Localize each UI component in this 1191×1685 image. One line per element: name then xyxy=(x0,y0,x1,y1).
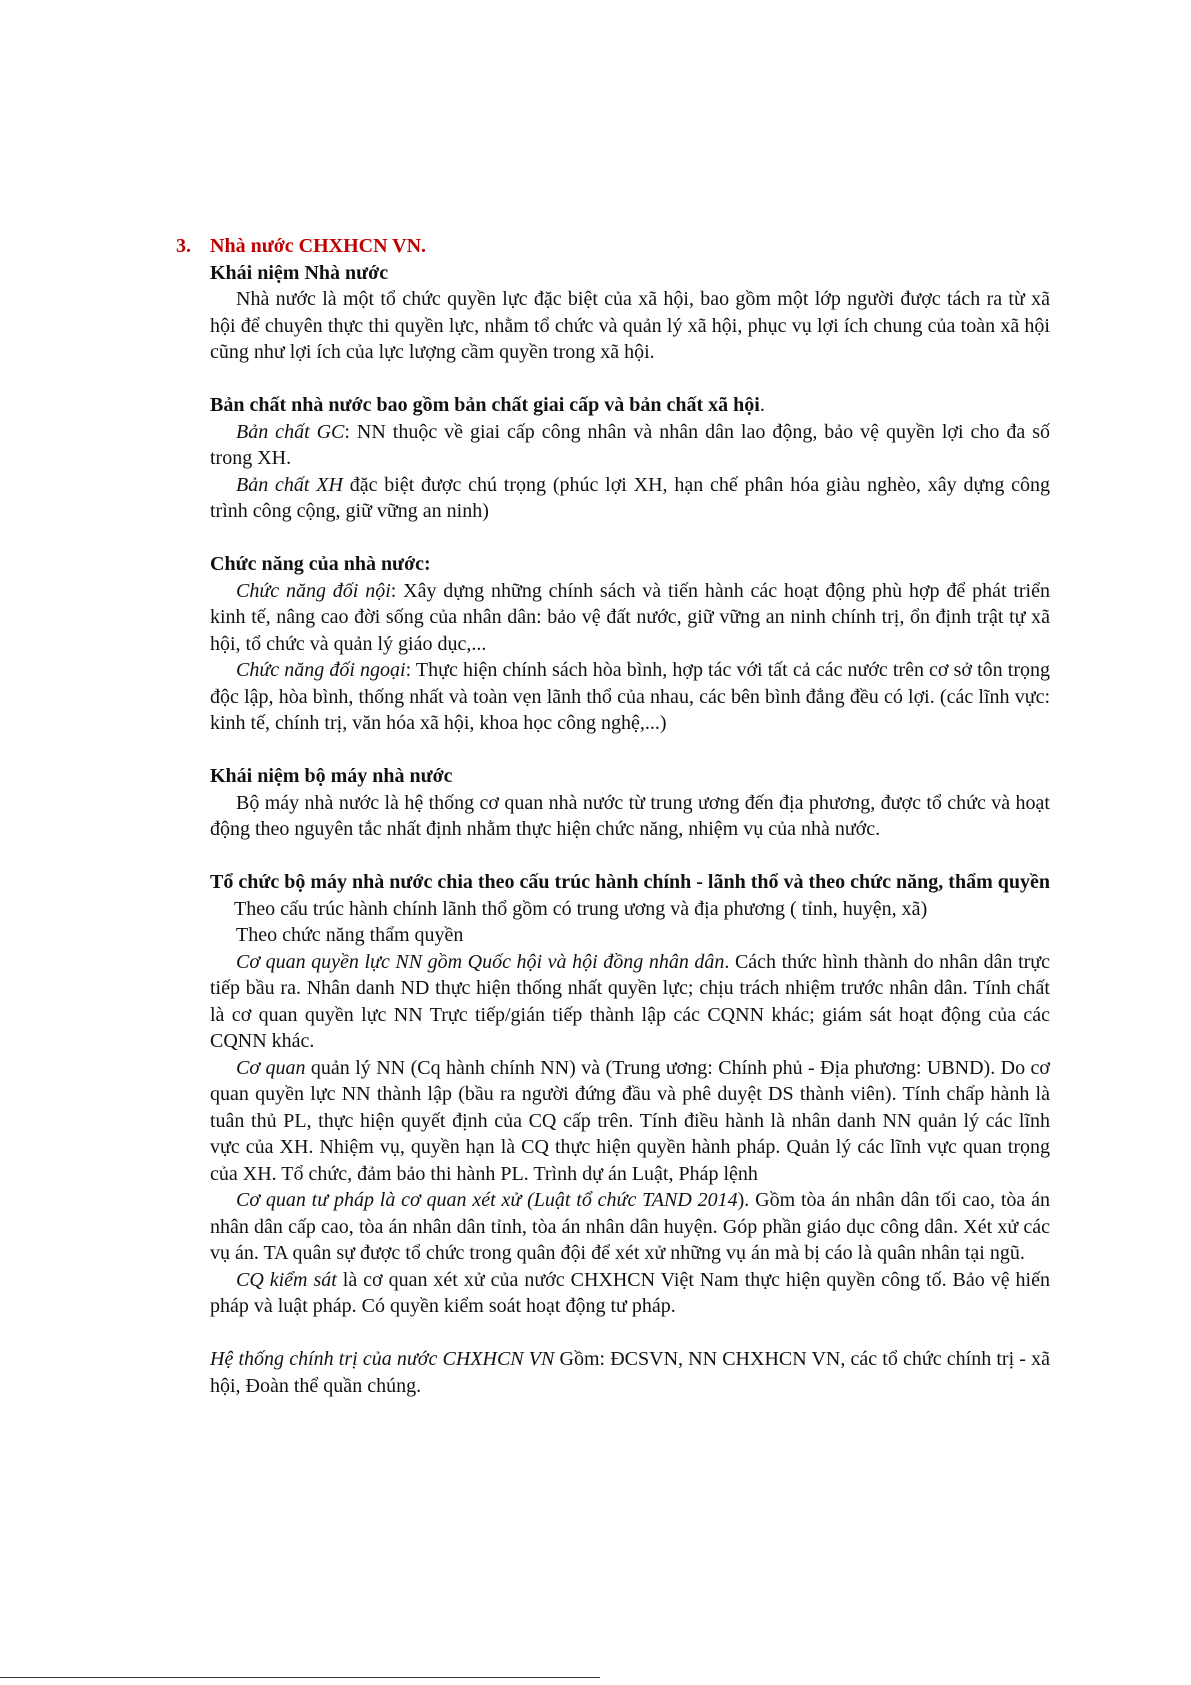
he-thong-text: Gồm: ĐCSVN, NN CHXHCN VN, các tổ chức chính trị - xã hội, Đoàn thể quần chúng. xyxy=(210,1348,1050,1397)
quyen-luc-text: . Cách thức hình thành do nhân dân trực tiếp bầu ra. Nhân danh ND thực hiện thống nhất quyền lực; chịu trách nhiệm trước nhân dân. Tính chất là cơ quan quyền lực NN Trực tiếp/gián tiếp thành lập các CQNN khác; giám sát hoạt động của các CQNN khác. xyxy=(210,950,1050,1052)
ban-chat-gc-paragraph xyxy=(210,419,1050,472)
to-chuc-heading: Tổ chức bộ máy nhà nước chia theo cấu trúc hành chính - lãnh thổ và theo chức năng, thẩm quyền xyxy=(210,871,1050,893)
footnote-divider xyxy=(0,1677,600,1678)
doi-ngoai-paragraph xyxy=(210,657,1050,737)
doi-ngoai-text: : Thực hiện chính sách hòa bình, hợp tác với tất cả các nước trên cơ sở tôn trọng độc lập, hòa bình, thống nhất và toàn vẹn lãnh thổ của nhau, các bên bình đẳng đều có lợi. (các lĩnh vực: kinh tế, chính trị, văn hóa xã hội, khoa học công nghệ,...) xyxy=(210,659,1050,734)
kiem-sat-label: CQ kiểm sát xyxy=(236,1268,337,1291)
doi-noi-paragraph xyxy=(210,578,1050,658)
he-thong-label: Hệ thống chính trị của nước CHXHCN VN xyxy=(210,1348,555,1370)
khai-niem-paragraph: Nhà nước là một tổ chức quyền lực đặc biệt của xã hội, bao gồm một lớp người được tách ra từ xã hội để chuyên thực thi quyền lực, nhằm tổ chức và quản lý xã hội, phục vụ lợi ích chung của toàn xã hội cũng như lợi ích của lực lượng cầm quyền trong xã hội. xyxy=(210,288,1050,363)
doi-noi-text: : Xây dựng những chính sách và tiến hành các hoạt động phù hợp để phát triển kinh tế, nâng cao đời sống của nhân dân: bảo vệ đất nước, giữ vững an ninh chính trị, ổn định trật tự xã hội, tổ chức và quản lý giáo dục,... xyxy=(210,579,1050,655)
kiem-sat-paragraph xyxy=(210,1267,1050,1320)
ban-chat-xh-label: Bản chất XH xyxy=(236,473,343,496)
tu-phap-text: ). Gồm tòa án nhân dân tối cao, tòa án nhân dân cấp cao, tòa án nhân dân tỉnh, tòa án nhân dân huyện. Góp phần giáo dục công dân. Xét xử các vụ án. TA quân sự được tổ chức trong quân đội để xét xử những vụ án mà bị cáo là quân nhân tại ngũ. xyxy=(210,1189,1050,1264)
chuc-nang-heading: Chức năng của nhà nước: xyxy=(210,553,431,575)
quan-ly-text: quản lý NN (Cq hành chính NN) và (Trung ương: Chính phủ - Địa phương: UBND). Do cơ quan quyền lực NN thành lập (bầu ra người đứng đầu và phê duyệt DS thành viên). Tính chấp hành là tuân thủ PL, thực hiện quyết định của CQ cấp trên. Tính điều hành là nhân danh NN quản lý các lĩnh vực của XH. Nhiệm vụ, quyền hạn là CQ thực hiện quyền hành pháp. Quản lý các lĩnh vực quan trọng của XH. Tổ chức, đảm bảo thi hành PL. Trình dự án Luật, Pháp lệnh xyxy=(210,1056,1051,1185)
section-title: Nhà nước CHXHCN VN. xyxy=(210,235,427,257)
ban-chat-gc-label: Bản chất GC xyxy=(236,420,345,443)
quan-ly-paragraph xyxy=(210,1055,1050,1188)
tu-phap-label: Cơ quan tư pháp là cơ quan xét xử (Luật tổ chức TAND 2014 xyxy=(236,1189,738,1211)
ban-chat-heading xyxy=(210,392,1050,419)
bo-may-paragraph: Bộ máy nhà nước là hệ thống cơ quan nhà nước từ trung ương đến địa phương, được tổ chức và hoạt động theo nguyên tắc nhất định nhằm thực hiện chức năng, nhiệm vụ của nhà nước. xyxy=(210,791,1050,840)
quyen-luc-paragraph xyxy=(210,949,1050,1055)
ban-chat-xh-paragraph xyxy=(210,472,1050,525)
ban-chat-heading-text: Bản chất nhà nước bao gồm bản chất giai cấp và bản chất xã hội xyxy=(210,394,760,416)
doi-noi-label: Chức năng đối nội xyxy=(236,579,391,602)
quan-ly-label: Cơ quan xyxy=(236,1056,306,1079)
kiem-sat-text: là cơ quan xét xử của nước CHXHCN Việt Nam thực hiện quyền công tố. Bảo vệ hiến pháp và luật pháp. Có quyền kiểm soát hoạt động tư pháp. xyxy=(210,1268,1050,1317)
quyen-luc-label: Cơ quan quyền lực NN gồm Quốc hội và hội đồng nhân dân xyxy=(236,950,725,973)
bo-may-heading: Khái niệm bộ máy nhà nước xyxy=(210,765,453,787)
khai-niem-heading: Khái niệm Nhà nước xyxy=(210,261,389,284)
cau-truc-paragraph: Theo cấu trúc hành chính lãnh thổ gồm có trung ương và địa phương ( tỉnh, huyện, xã) xyxy=(234,897,928,920)
ban-chat-gc-text: : NN thuộc về giai cấp công nhân và nhân dân lao động, bảo vệ quyền lợi cho đa số trong XH. xyxy=(210,420,1050,469)
ban-chat-heading-end: . xyxy=(759,394,765,416)
document-body xyxy=(210,233,1050,1399)
he-thong-paragraph xyxy=(210,1346,1050,1399)
chuc-nang-tham-quyen-paragraph: Theo chức năng thẩm quyền xyxy=(236,924,464,946)
section-number: 3. xyxy=(176,235,191,257)
doi-ngoai-label: Chức năng đối ngoại xyxy=(236,659,406,681)
tu-phap-paragraph xyxy=(210,1187,1050,1267)
ban-chat-xh-text: đặc biệt được chú trọng (phúc lợi XH, hạn chế phân hóa giàu nghèo, xây dựng công trình công cộng, giữ vững an ninh) xyxy=(210,473,1050,522)
